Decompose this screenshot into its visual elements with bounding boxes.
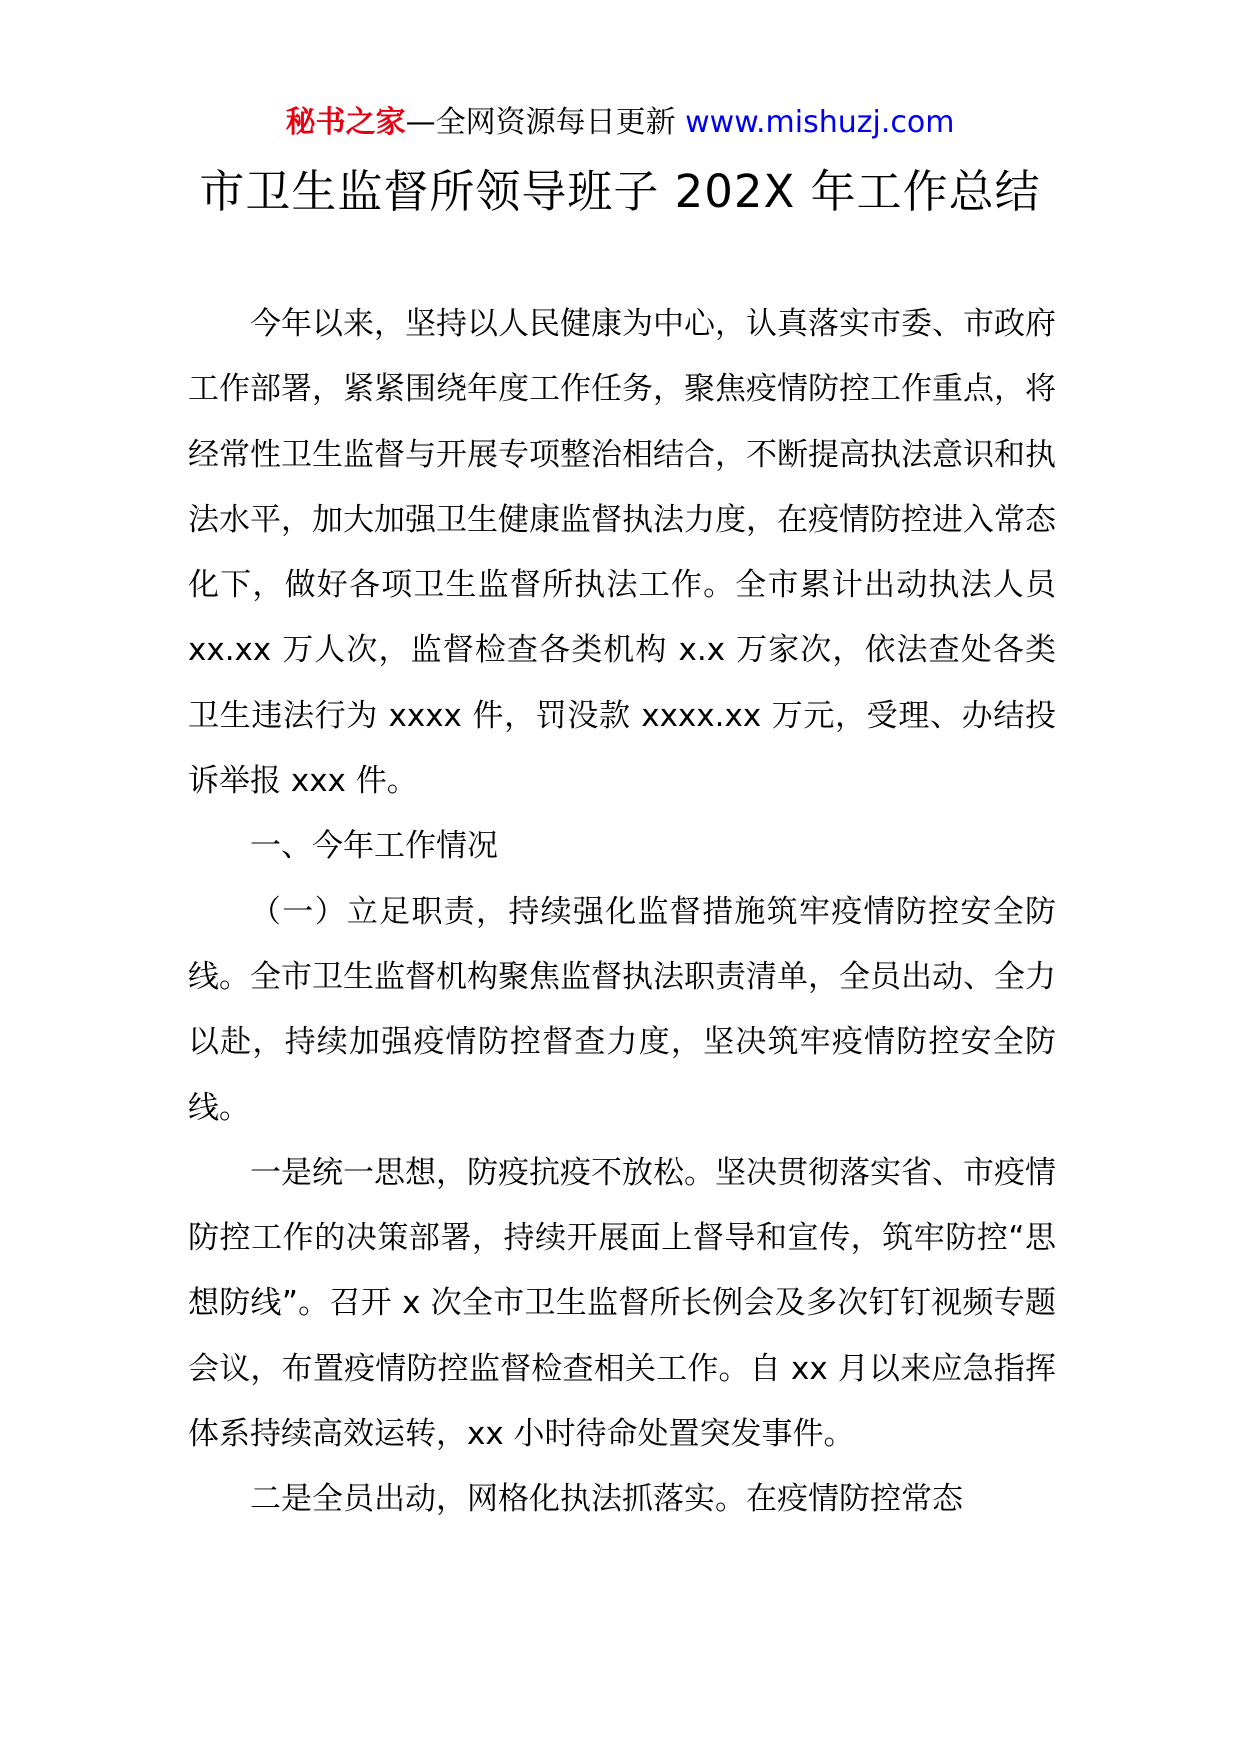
paragraph-intro: 今年以来，坚持以人民健康为中心，认真落实市委、市政府工作部署，紧紧围绕年度工作任务，聚焦疫情防控工作重点，将经常性卫生监督与开展专项整治相结合，不断提高执法意识和执法水平，加大加强卫生健康监督执法力度，在疫情防控进入常态化下，做好各项卫生监督所执法工作。全市累计出动执法人员 xx.xx 万人次，监督检查各类机构 x.x 万家次，依法查处各类卫生违法行为 xxxx 件，罚没款 xxxx.xx 万元，受理、办结投诉举报 xxx 件。 (188, 306, 1056, 800)
header-slogan: —全网资源每日更新 (405, 105, 676, 140)
document-body (188, 292, 1056, 1533)
site-url: www.mishuzj.com (685, 105, 955, 140)
paragraph-point-1: 一是统一思想，防疫抗疫不放松。坚决贯彻落实省、市疫情防控工作的决策部署，持续开展面上督导和宣传，筑牢防控“思想防线”。召开 x 次全市卫生监督所长例会及多次钉钉视频专题会议，布置疫情防控监督检查相关工作。自 xx 月以来应急指挥体系持续高效运转，xx 小时待命处置突发事件。 (188, 1154, 1056, 1453)
brand-name: 秘书之家 (285, 105, 406, 140)
site-header (0, 100, 1240, 146)
paragraph-point-2: 二是全员出动，网格化执法抓落实。在疫情防控常态 (250, 1481, 963, 1518)
document-title: 市卫生监督所领导班子 202X 年工作总结 (199, 165, 1041, 218)
paragraph-subsection-1: （一）立足职责，持续强化监督措施筑牢疫情防控安全防线。全市卫生监督机构聚焦监督执法职责清单，全员出动、全力以赴，持续加强疫情防控督查力度，坚决筑牢疫情防控安全防线。 (188, 893, 1056, 1126)
section-heading-1: 一、今年工作情况 (250, 828, 498, 865)
